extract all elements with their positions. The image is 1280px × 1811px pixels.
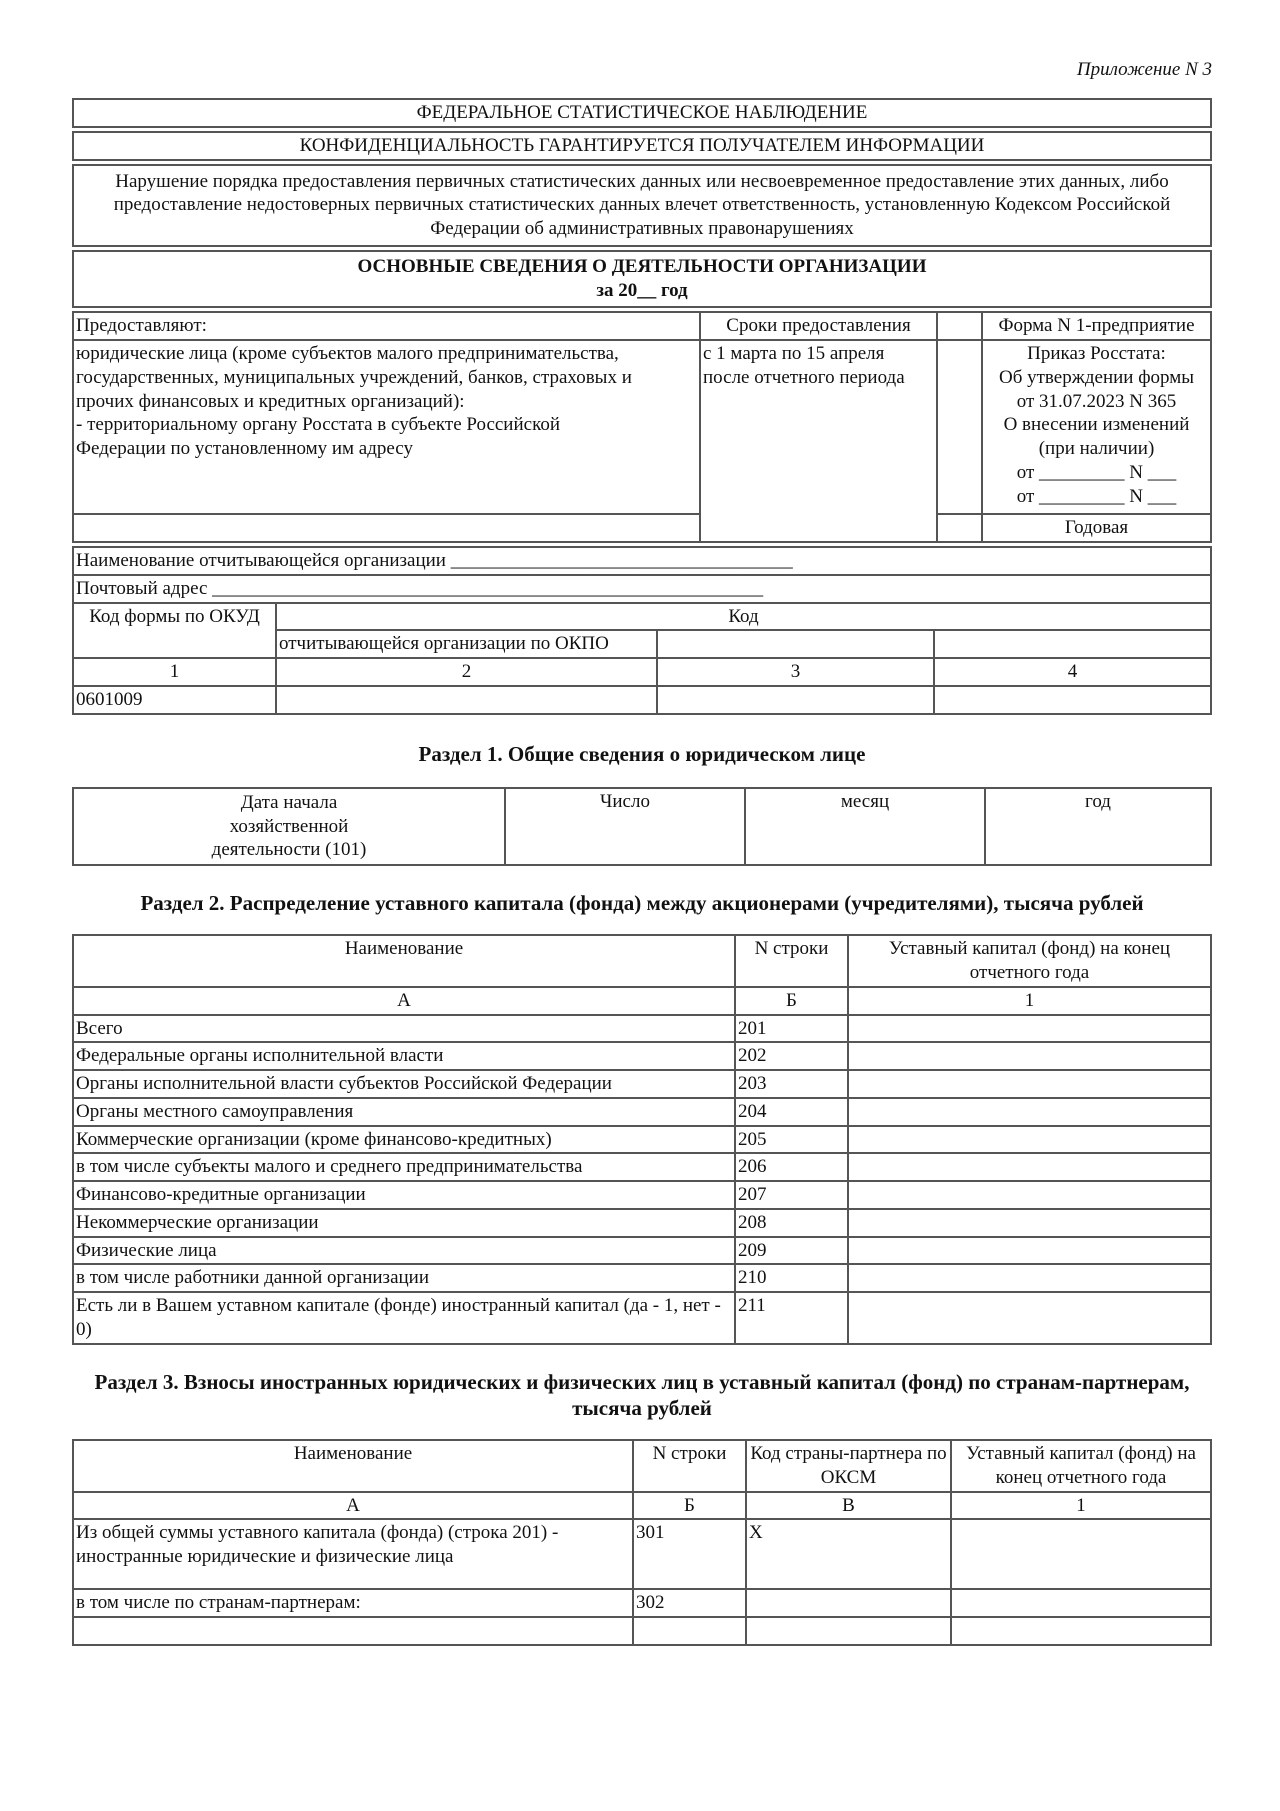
year-field[interactable]: год <box>985 788 1211 865</box>
section2-title: Раздел 2. Распределение уставного капитала (фонда) между акционерами (учредителями), тысяча рублей <box>140 891 1144 915</box>
column-letter: 1 <box>951 1492 1211 1520</box>
start-date-label: Дата начала хозяйственной деятельности (101) <box>73 788 505 865</box>
row-code: 302 <box>633 1589 746 1617</box>
empty-cell[interactable] <box>951 1617 1211 1645</box>
submitters-line: юридические лица (кроме субъектов малого предпринимательства, <box>76 343 619 364</box>
submission-table <box>72 311 1212 543</box>
document-page <box>72 58 1212 1646</box>
submitters-header: Предоставляют: <box>73 312 700 340</box>
org-name-field[interactable]: Наименование отчитывающейся организации ____________________________________ <box>73 547 1211 575</box>
order-text <box>982 340 1211 514</box>
table-row <box>73 1098 1211 1126</box>
okpo-label: отчитывающейся организации по ОКПО <box>276 630 657 658</box>
row-code: 210 <box>735 1264 848 1292</box>
row-code: 211 <box>735 1292 848 1344</box>
table-row <box>73 1519 1211 1589</box>
deadline-header: Сроки предоставления <box>700 312 937 340</box>
row-name: Из общей суммы уставного капитала (фонда) (строка 201) - иностранные юридические и физические лица <box>73 1519 633 1589</box>
table-row <box>73 1589 1211 1617</box>
row-code: 206 <box>735 1153 848 1181</box>
period-type: Годовая <box>982 514 1211 542</box>
postal-address-field[interactable]: Почтовый адрес __________________________________________________________ <box>73 575 1211 603</box>
order-line: Приказ Росстата: <box>1027 343 1166 364</box>
row-code: 202 <box>735 1042 848 1070</box>
value-cell[interactable] <box>848 1070 1211 1098</box>
value-cell[interactable] <box>848 1126 1211 1154</box>
value-cell[interactable] <box>848 1264 1211 1292</box>
row-name: в том числе субъекты малого и среднего предпринимательства <box>73 1153 735 1181</box>
row-name: Органы исполнительной власти субъектов Российской Федерации <box>73 1070 735 1098</box>
row-code: 209 <box>735 1237 848 1265</box>
empty-cell[interactable] <box>73 1617 633 1645</box>
table-row <box>73 1153 1211 1181</box>
submitters-line: государственных, муниципальных учреждений, банков, страховых и <box>76 366 632 388</box>
submitters-line: прочих финансовых и кредитных организаций): <box>76 390 465 412</box>
table-row <box>73 1015 1211 1043</box>
row-name: в том числе по странам-партнерам: <box>73 1589 633 1617</box>
okpo-value-field[interactable] <box>276 686 657 714</box>
capital-header: Уставный капитал (фонд) на конец отчетного года <box>951 1440 1211 1492</box>
form-number-header: Форма N 1-предприятие <box>982 312 1211 340</box>
spacer-cell <box>937 340 982 514</box>
column-number: 2 <box>276 658 657 686</box>
empty-cell <box>657 630 934 658</box>
value-cell[interactable] <box>848 1042 1211 1070</box>
organization-table <box>72 546 1212 715</box>
row-code: 301 <box>633 1519 746 1589</box>
table-row <box>73 1126 1211 1154</box>
spacer-cell <box>937 312 982 340</box>
row-code: 203 <box>735 1070 848 1098</box>
value-cell[interactable] <box>848 1292 1211 1344</box>
column-number: 4 <box>934 658 1211 686</box>
submitters-text <box>73 340 700 514</box>
value-cell[interactable] <box>848 1098 1211 1126</box>
okud-value: 0601009 <box>73 686 276 714</box>
empty-cell <box>73 514 700 542</box>
value-cell[interactable] <box>848 1181 1211 1209</box>
okud-label: Код формы по ОКУД <box>73 603 276 659</box>
line-number-header: N строки <box>735 935 848 987</box>
deadline-line: с 1 марта по 15 апреля <box>703 343 885 364</box>
section2-table <box>72 934 1212 1344</box>
form-title-box <box>72 250 1212 309</box>
value-cell[interactable] <box>848 1153 1211 1181</box>
appendix-label: Приложение N 3 <box>1076 59 1212 80</box>
table-row <box>73 1237 1211 1265</box>
row-name: Коммерческие организации (кроме финансово-кредитных) <box>73 1126 735 1154</box>
name-header: Наименование <box>73 1440 633 1492</box>
order-line: от _________ N ___ <box>1016 461 1177 483</box>
row-code: 204 <box>735 1098 848 1126</box>
table-row <box>73 1209 1211 1237</box>
value-cell[interactable] <box>848 1237 1211 1265</box>
column-letter: В <box>746 1492 951 1520</box>
row-name: Всего <box>73 1015 735 1043</box>
empty-cell[interactable] <box>633 1617 746 1645</box>
order-line: от _________ N ___ <box>1016 485 1177 507</box>
section3-table <box>72 1439 1212 1646</box>
column-letter: 1 <box>848 987 1211 1015</box>
month-field[interactable]: месяц <box>745 788 985 865</box>
code-field[interactable] <box>657 686 934 714</box>
row-name: в том числе работники данной организации <box>73 1264 735 1292</box>
section3-title: Раздел 3. Взносы иностранных юридических и физических лиц в уставный капитал (фонд) по странам-партнерам, тысяча рублей <box>94 1369 1190 1420</box>
confidential-header: КОНФИДЕНЦИАЛЬНОСТЬ ГАРАНТИРУЕТСЯ ПОЛУЧАТЕЛЕМ ИНФОРМАЦИИ <box>72 131 1212 161</box>
table-row <box>73 1264 1211 1292</box>
value-cell[interactable] <box>848 1015 1211 1043</box>
column-letter: Б <box>735 987 848 1015</box>
spacer-cell <box>937 514 982 542</box>
submitters-line: Федерации по установленному им адресу <box>76 438 413 459</box>
country-code-header: Код страны-партнера по ОКСМ <box>746 1440 951 1492</box>
federal-header: ФЕДЕРАЛЬНОЕ СТАТИСТИЧЕСКОЕ НАБЛЮДЕНИЕ <box>72 98 1212 128</box>
row-code: 201 <box>735 1015 848 1043</box>
deadline-text <box>700 340 937 542</box>
row-country: X <box>746 1519 951 1589</box>
row-name: Есть ли в Вашем уставном капитале (фонде) иностранный капитал (да - 1, нет - 0) <box>73 1292 735 1344</box>
column-number: 3 <box>657 658 934 686</box>
value-cell[interactable] <box>951 1519 1211 1589</box>
form-title: ОСНОВНЫЕ СВЕДЕНИЯ О ДЕЯТЕЛЬНОСТИ ОРГАНИЗАЦИИ <box>357 255 927 277</box>
table-row <box>73 1292 1211 1344</box>
section1-title: Раздел 1. Общие сведения о юридическом лице <box>418 741 866 766</box>
country-code-field[interactable] <box>746 1589 951 1617</box>
empty-cell <box>934 630 1211 658</box>
row-name: Физические лица <box>73 1237 735 1265</box>
column-letter: А <box>73 1492 633 1520</box>
form-year: за 20__ год <box>596 279 688 301</box>
name-header: Наименование <box>73 935 735 987</box>
empty-cell[interactable] <box>746 1617 951 1645</box>
order-line: от 31.07.2023 N 365 <box>1016 390 1177 412</box>
row-name: Органы местного самоуправления <box>73 1098 735 1126</box>
capital-header: Уставный капитал (фонд) на конец отчетного года <box>848 935 1211 987</box>
row-name: Некоммерческие организации <box>73 1209 735 1237</box>
submitters-line: - территориальному органу Росстата в субъекте Российской <box>76 414 561 436</box>
value-cell[interactable] <box>848 1209 1211 1237</box>
warning-text: Нарушение порядка предоставления первичных статистических данных или несвоевременное предоставление этих данных, либо предоставление недостоверных первичных статистических данных влечет ответственность, установленную Кодексом Российской Федерации об административных правонарушениях <box>72 164 1212 247</box>
table-row <box>73 1070 1211 1098</box>
column-letter: Б <box>633 1492 746 1520</box>
order-line: О внесении изменений <box>1003 414 1190 436</box>
column-number: 1 <box>73 658 276 686</box>
order-line: (при наличии) <box>1038 438 1155 459</box>
table-row <box>73 1617 1211 1645</box>
order-line: Об утверждении формы <box>998 366 1195 388</box>
line-number-header: N строки <box>633 1440 746 1492</box>
column-letter: А <box>73 987 735 1015</box>
deadline-line: после отчетного периода <box>703 366 905 388</box>
day-field[interactable]: Число <box>505 788 745 865</box>
row-code: 207 <box>735 1181 848 1209</box>
row-name: Финансово-кредитные организации <box>73 1181 735 1209</box>
section1-table <box>72 787 1212 866</box>
row-code: 208 <box>735 1209 848 1237</box>
row-code: 205 <box>735 1126 848 1154</box>
value-cell[interactable] <box>951 1589 1211 1617</box>
code-field[interactable] <box>934 686 1211 714</box>
table-row <box>73 1042 1211 1070</box>
table-row <box>73 1181 1211 1209</box>
row-name: Федеральные органы исполнительной власти <box>73 1042 735 1070</box>
code-label: Код <box>276 603 1211 631</box>
